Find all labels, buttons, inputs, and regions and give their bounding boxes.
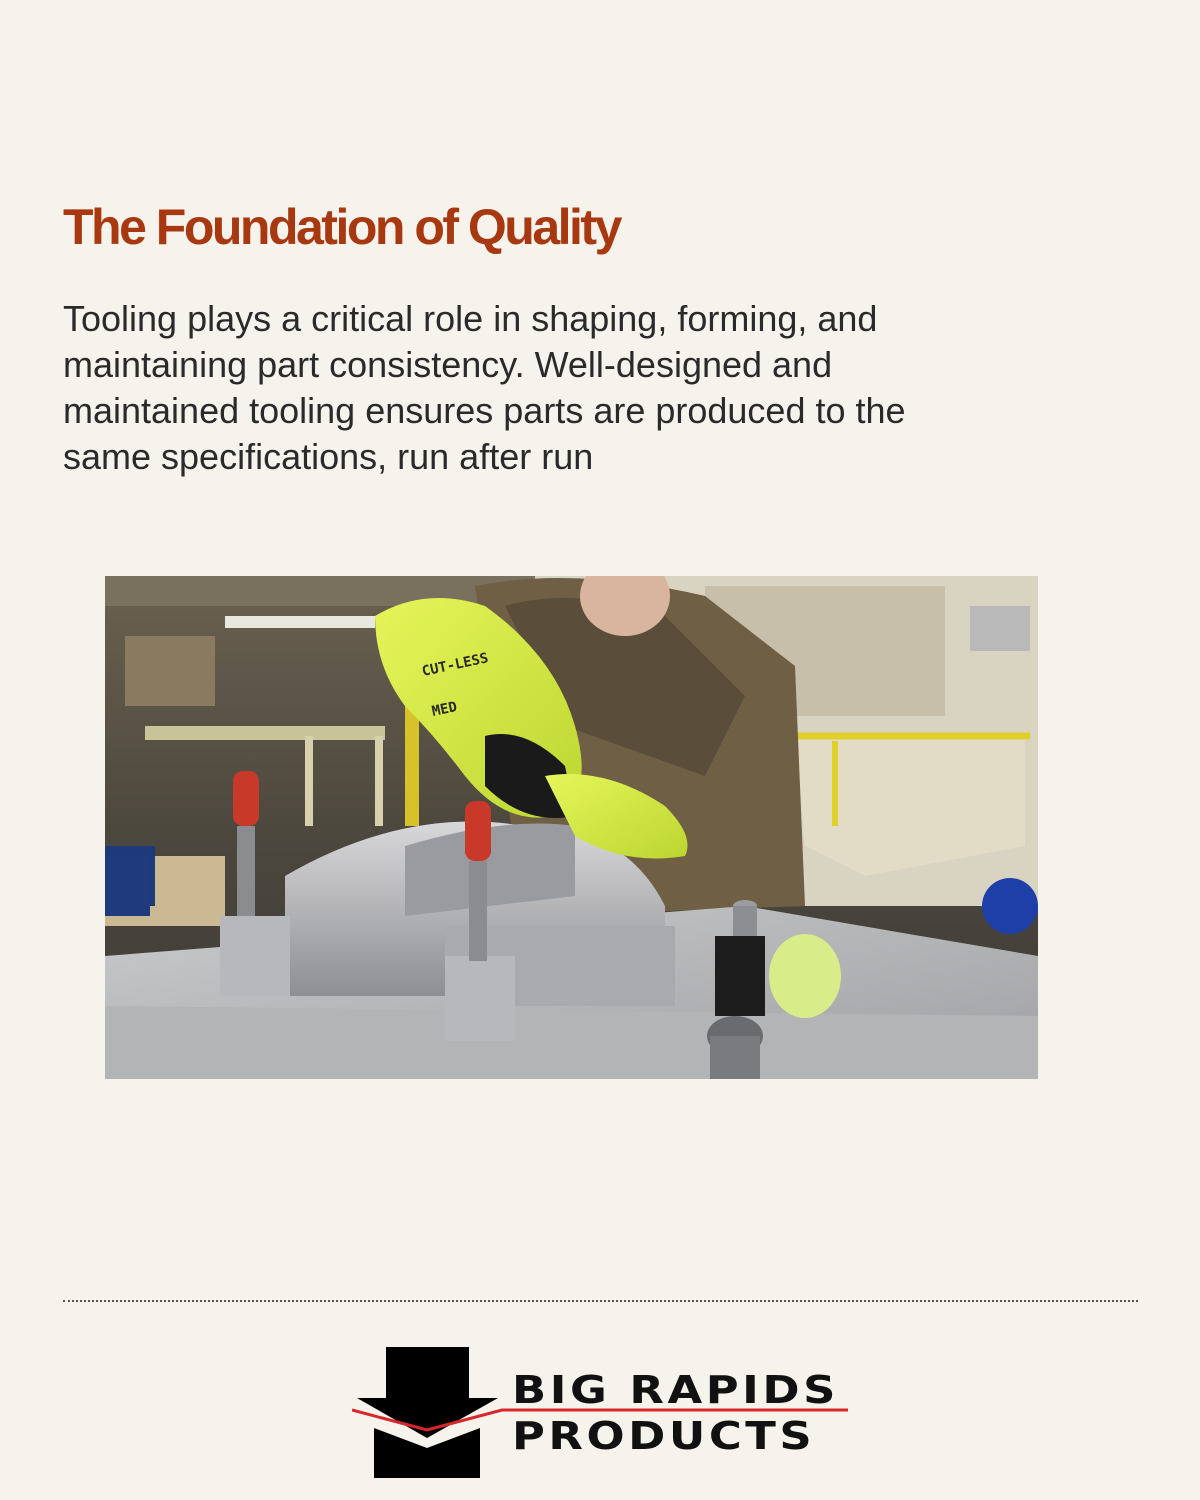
- company-logo: [352, 1344, 852, 1484]
- tooling-photo-illustration: [105, 576, 1038, 1079]
- logo-text-line1: BIG RAPIDS: [512, 1368, 839, 1412]
- tooling-photo: [105, 576, 1038, 1079]
- footer-divider: [63, 1300, 1138, 1302]
- page-title: The Foundation of Quality: [63, 199, 620, 255]
- intro-paragraph: Tooling plays a critical role in shaping, forming, and maintaining part consistency. Well-designed and maintained tooling ensures parts are produced to the same specifications, run after run: [63, 298, 906, 477]
- glove-size-text: MED: [430, 699, 459, 720]
- logo-text-line2: PRODUCTS: [512, 1414, 816, 1458]
- glove-brand-text: CUT-LESS: [420, 650, 490, 680]
